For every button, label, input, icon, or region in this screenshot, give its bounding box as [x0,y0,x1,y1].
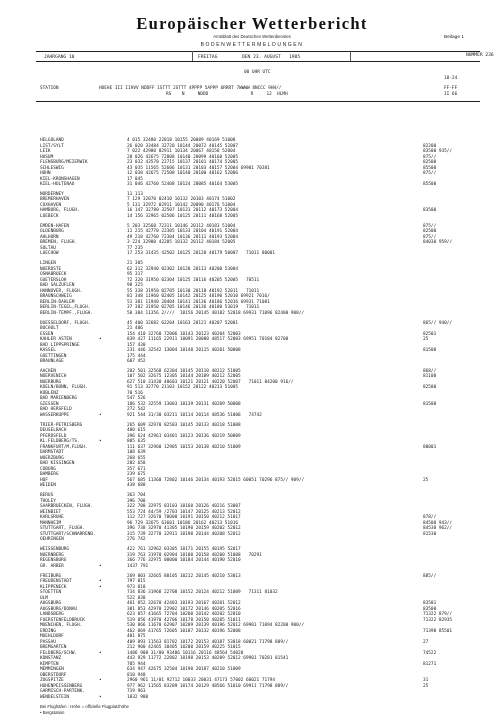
code-groups-header-line2: RS N NDDD R 12 HLMH [166,92,288,97]
code-groups: 1437 791 [127,563,149,569]
code-groups: 530 866 11670 62907 10209 20139 40196 52012 69901 71094 82200 900// [127,623,305,629]
station-name: LINGEN [40,261,56,267]
station-name: HELGOLAND [40,138,64,143]
extra-groups: 875// [423,154,437,160]
station-name: KONSTANZ [40,656,62,662]
code-groups: 319 763 31970 02904 10180 20158 40200 51008 70291 [127,552,262,558]
code-groups: 212 900 42465 30405 10200 20159 40225 51015 [127,645,241,651]
extra-groups: 71398 85501 [423,628,453,634]
station-name: SCHLESWIG [40,165,64,171]
station-name: KARLSRUHE [40,515,64,521]
report-subtitle: Amtsblatt des Deutschen Wetterdienstes [213,34,291,39]
extra-groups: 875// [423,223,437,229]
extra-groups: 85500 [423,165,437,171]
station-name: BAD SALZUFLEN [40,283,75,289]
code-groups: 108 639 [127,450,146,456]
footnote-line-2: • Bergstation [40,709,65,715]
footnote [40,704,129,715]
code-groups: 23 032 43570 22715 10137 20101 40174 52005 [127,160,239,165]
station-name: COBURG [40,466,56,472]
station-name: SOLTAU [40,245,56,251]
beilage-label: Beilage 1 [444,35,465,40]
code-groups: 45 400 32682 62204 10163 20121 40207 52001 [127,320,239,326]
station-name: STUTTGART/SCHNARRENB. [40,531,96,537]
extra-groups: 84030 959// [423,240,453,246]
extra-groups: 875// [423,171,437,176]
extra-groups: 80001 [423,444,437,450]
code-groups: 77 235 [127,245,143,251]
code-groups: 272 542 [127,407,146,413]
station-name: KEMPTEN [40,661,59,667]
right-header-1: 18-24 [444,76,458,81]
station-name: BAMBERG [40,472,59,478]
extra-groups: 82500 [423,229,437,235]
code-groups: 91 513 32770 21103 10152 20122 40213 51005 [127,385,239,391]
station-name: HAMBURG, FLUGH. [40,208,80,214]
date-label: DEN 23. AUGUST 1985 [242,55,301,60]
code-groups: 5 131 32972 02911 10142 20090 40176 51004 [127,202,236,208]
station-name: PASSAU [40,639,56,645]
code-groups: 17 253 31435 42502 10125 20120 40179 50007 71011 80001 [127,251,276,257]
code-groups: 363 704 [127,493,146,499]
station-marker: • [99,694,102,700]
station-name: BERUS [40,493,54,499]
code-groups: 623 857 41665 72704 10200 20142 40202 52010 [127,612,241,618]
extra-groups: 83500 [423,208,437,214]
station-name: BOCHOLT [40,326,59,332]
station-name: DARMSTADT [40,450,64,456]
station-marker: • [99,439,102,445]
extra-groups: 81271 [423,661,437,667]
extra-groups: 71322 82935 [423,617,453,623]
section-heading: BODENWETTERMELDUNGEN [200,42,304,48]
code-groups: 634 947 42675 32504 10190 20187 40210 51009 [127,667,241,673]
station-name: WUERZBURG [40,455,64,461]
code-groups: 17 045 [127,176,143,182]
code-groups: 480 615 [127,428,146,434]
station-name: LEIK [40,149,51,154]
station-name: FREIBURG [40,573,62,579]
extra-groups: 865// 940// [423,320,453,326]
extra-groups: 74522 [423,650,437,656]
station-name: AACHEN [40,368,56,374]
station-name: ERDING [40,628,56,634]
code-groups: 7 129 32070 02410 10132 20103 40174 51002 [127,197,236,203]
code-groups: 95 317 [127,272,143,278]
code-groups: 26 020 33484 32720 10144 20072 40145 52007 [127,143,239,149]
code-groups: 401 875 [127,634,146,640]
code-groups: 112 727 32670 70000 10191 20150 40212 51017 [127,515,241,521]
extra-groups: 25 [423,683,429,689]
right-header-3: II 66 [444,92,458,97]
code-groups: 627 510 31430 40603 10121 20121 40220 52007 71011 84200 916// [127,379,294,385]
station-name: GOETTINGEN [40,353,67,359]
extra-groups: 82200 [423,143,437,149]
code-groups: 21 406 [127,326,143,332]
code-groups: 4 015 32480 22818 10155 20089 40169 51008 [127,138,236,143]
station-name: AHLHORN [40,234,59,240]
station-name: NUERNBERG [40,552,64,558]
code-groups: 28 026 42675 72808 10140 20099 40160 52005 [127,154,239,160]
station-name: ESSEN [40,331,54,337]
code-groups: 72 320 31950 02304 10125 20116 40205 52005 70511 [127,277,260,283]
code-groups: 154 410 32760 72006 10143 20123 40204 52003 [127,331,241,337]
station-name: KOBLENZ [40,390,59,396]
extra-groups: 25 [423,337,429,343]
station-name: BERLIN-TEMPF.,FLUGH. [40,310,93,316]
code-groups: 43 035 11565 52606 10131 20103 40157 52004 69901 70381 [127,165,270,171]
extra-groups: 84500 943// [423,520,453,526]
dateline-divider [350,51,351,61]
station-name: LANDSBERG [40,612,64,618]
code-groups: 396 708 [127,498,146,504]
station-name: BAD KISSINGEN [40,461,75,467]
code-groups: 315 739 32770 32911 10190 20144 40208 52012 [127,531,241,537]
station-name: WEINBIET [40,509,62,515]
code-groups: 49 218 42760 72304 10136 20111 40193 52004 [127,234,239,240]
station-name: CUXHAVEN [40,202,62,208]
station-name: EMDEN-HAFEN [40,223,70,229]
station-name: NOERDSTE [40,266,62,272]
right-header-2: FF-FF [444,86,458,91]
station-name: NUERBURG [40,379,62,385]
code-groups: 276 742 [127,537,146,543]
code-groups: 11 113 [127,191,143,197]
extra-groups: 81500 [423,348,437,354]
station-marker: • [99,579,102,585]
station-name: BERLIN-TEGEL,FLUGH. [40,305,91,311]
code-groups: 396 624 42961 03401 10123 20136 40219 50009 [127,433,241,439]
code-groups: 31 046 42760 52408 10124 20085 40164 53005 [127,182,239,187]
code-groups: 2960 961 11/01 92712 10033 20031 47173 57002 60021 71794 [127,678,276,684]
extra-groups: 83500 935// [423,149,453,154]
extra-groups: 875// [423,234,437,240]
station-marker: • [99,584,102,590]
station-name: THOLEY [40,498,56,504]
extra-groups: 878// [423,515,437,521]
report-title: Europäischer Wetterbericht [136,14,368,33]
station-marker: • [99,563,102,569]
code-groups: 98 325 [127,283,143,289]
top-rule [36,51,480,52]
station-name: KLIPPENECK [40,584,67,590]
issue-number: NUMMER 236 [466,53,494,58]
code-groups: 11 215 42770 22305 10133 20104 40191 52004 [127,229,239,235]
code-groups: 186 532 32559 13003 10139 20131 40209 50008 [127,401,241,407]
station-name: MUENCHEN, FLUGH. [40,623,83,629]
code-groups: 50 384 11356 2//// 10156 20145 40182 52018 69931 71096 82400 908// [127,310,305,316]
station-name: STOETTEN [40,590,62,596]
code-groups: 839 427 11165 22911 10091 20080 48517 52003 69951 70184 82700 [127,337,289,343]
station-name: NORDERNEY [40,191,64,197]
code-groups: 567 685 11360 72802 10146 20134 40193 52015 60051 70296 875// 909// [127,477,305,483]
station-name: STUTTGART, FLUGH. [40,526,85,532]
station-name: AUGSBURG/DONAU [40,606,78,612]
code-groups: 14 156 32965 02506 10125 20111 40168 52005 [127,213,239,219]
code-groups: 268 655 [127,455,146,461]
code-groups: 81 348 11960 02405 10142 20125 40190 52010 69921 7016/ [127,294,270,300]
code-groups: 553 724 44/59 /2703 10147 20125 40213 52012 [127,509,241,515]
code-groups: 7 022 42980 02911 10134 20067 40158 52004 [127,149,236,154]
code-groups: 231 446 32542 13004 10148 20115 40201 50008 [127,348,241,354]
station-name: FELDBERG/SCHW. [40,650,78,656]
station-name: TRIER-PETRISBERG [40,422,83,428]
code-groups: 973 818 [127,584,146,590]
station-name: DEUSELBACH [40,428,67,434]
station-name: GR. ARBER [40,563,64,569]
station-name: MEMMINGEN [40,667,64,673]
station-column-header: STATION [40,86,59,91]
extra-groups: 885// [423,573,437,579]
code-groups: 322 708 32975 03103 10160 20126 40216 53007 [127,504,241,510]
code-groups-header-line1: HOEHE III IIHVV NDDFF 1STTT 2STTT 4PPPP 5APPP 6RRRT 7WWWW 8NCCC 9HH// [99,86,282,91]
station-name: GARMISCH-PARTENK. [40,689,85,695]
code-groups: 21 305 [127,261,143,267]
station-name: BREMGARTEN [40,645,67,651]
station-name: PFERDSFELD [40,433,67,439]
code-groups: 810 948 [127,672,146,678]
code-groups: 107 502 32675 12305 10144 20109 40212 52005 [127,374,241,380]
extra-groups: 31 [423,678,429,684]
code-groups: 547 526 [127,396,146,402]
station-name: WASSERKUPPE [40,412,70,418]
code-groups: 366 776 32975 00000 10184 20144 40190 52010 [127,558,241,564]
extra-groups: 85500 [423,182,437,187]
station-name: KOELN/BONN, FLUGH. [40,385,88,391]
code-groups: 396 738 32970 41305 10190 20159 40202 52012 [127,526,241,532]
code-groups: 55 338 31950 02705 10130 20118 40192 52011 71011 [127,288,260,294]
extra-groups: 25 [423,477,429,483]
code-groups: 111 637 32960 12905 10153 20138 40210 51009 [127,444,241,450]
station-name: BERLIN-DAHLEM [40,299,75,305]
jahrgang-label: JAHRGANG 10 [44,55,75,60]
code-groups: 1486 908 31/00 93406 10116 20116 48564 54020 [127,650,244,656]
extra-groups: 83500 [423,606,437,612]
code-groups: 265 609 32970 02503 10145 20133 40218 51008 [127,422,241,428]
extra-groups: 82500 [423,385,437,391]
code-groups: 157 430 [127,342,146,348]
extra-groups: 83501 [423,601,437,607]
code-groups: 409 893 11563 81702 10172 20153 40187 53018 60021 71798 889// [127,639,289,645]
code-groups: 175 444 [127,353,146,359]
code-groups: 607 452 [127,359,146,365]
station-name: ULM [40,595,48,601]
extra-groups: 82500 [423,160,437,165]
station-name: MANNHEIM [40,520,62,526]
extra-groups: 868// [423,368,437,374]
code-groups: 1832 980 [127,694,149,700]
extra-groups: 82501 [423,331,437,337]
code-groups: 96 729 32675 63601 10186 20162 40213 51016 [127,520,239,526]
station-name: SAARBRUECKEN, FLUGH. [40,504,93,510]
station-name: BREMERHAVEN [40,197,70,203]
code-groups: 797 815 [127,579,146,585]
code-groups: 269 803 32665 80105 10212 20145 40210 53013 [127,573,241,579]
code-groups: 282 658 [127,461,146,467]
code-groups: 5 203 32560 72311 10146 20112 40183 51004 [127,223,236,229]
station-marker: • [99,337,102,343]
code-groups: 70 516 [127,390,143,396]
footnote-line-1: Bei Flughäfen : Höhe = offizielle Flugplatzhöhe [40,704,129,709]
station-name: HANNOVER, FLUGH. [40,288,83,294]
code-groups: 719 963 [127,689,146,695]
station-name: BRAUNSCHWEIG [40,294,72,300]
extra-groups: 84530 962// [423,526,453,532]
extra-groups: 81530 [423,531,437,537]
code-groups: 62 312 32940 02302 10120 20113 40200 53004 [127,266,239,272]
code-groups: 462 869 41765 72605 10187 20132 40196 52008 [127,628,241,634]
station-name: LUECHOW [40,251,59,257]
code-groups: 705 944 [127,661,146,667]
station-marker: • [99,412,102,418]
station-name: FLENSBURG/MEIERWIK [40,160,88,165]
extra-groups: 71322 879// [423,612,453,618]
station-name: GIESSEN [40,401,59,407]
station-name: KL.FELDBERG/TS. [40,439,80,445]
station-marker: • [99,650,102,656]
code-groups: 734 836 31968 22708 10152 20124 40212 51009 71311 81032 [127,590,278,596]
code-groups: 438 688 [127,483,146,489]
code-groups: 37 382 31950 02705 10146 20136 40180 53019 71011 [127,305,260,311]
station-name: WEIDEN [40,483,56,489]
code-groups: 51 381 11940 20404 10141 20136 40186 52016 69931 71081 [127,299,270,305]
code-groups: 12 038 42675 72508 10140 20100 40162 52006 [127,171,239,176]
station-name: OBERSTDORF [40,672,67,678]
extra-groups: 81500 [423,401,437,407]
code-groups: 202 501 32568 62304 10145 20110 40212 51005 [127,368,241,374]
station-name: ZUGSPITZE [40,678,64,684]
code-groups: 443 929 11772 22802 10198 20153 40209 52012 69901 70281 81541 [127,656,289,662]
station-name: LUEBECK [40,213,59,219]
station-name: DUESSELDORF, FLUGH. [40,320,91,326]
obs-time: 00 UHR UTC [244,70,271,75]
station-name: BRAUNLAGE [40,359,64,365]
extra-groups: 27 [423,639,429,645]
station-name: WEISSENBURG [40,547,70,553]
station-name: OEHRINGEN [40,537,64,543]
station-name: HOF [40,477,48,483]
station-name: LIST/SYLT [40,143,64,149]
code-groups: 461 852 32670 42403 10193 20167 40201 52012 [127,601,241,607]
station-name: KAHLER ASTEN [40,337,72,343]
station-name: REGENSBURG [40,558,67,564]
station-name: HOHN [40,171,51,176]
code-groups: 977 962 11565 83209 10174 20129 48566 51010 69911 71798 889// [127,683,289,689]
station-name: OSNABRUECK [40,272,67,278]
dateline-divider [192,51,193,61]
code-groups: 522 838 [127,595,146,601]
station-name: AUGSBURG [40,601,62,607]
code-groups: 422 761 32962 03305 10171 20155 40195 52017 [127,547,241,553]
station-name: WENDELSTEIN [40,694,70,700]
station-name: BAD LIPPSPRINGE [40,342,80,348]
station-name: BAD MARIENBERG [40,396,78,402]
code-groups: 519 856 41970 42706 10178 20150 40205 51011 [127,617,241,623]
code-groups: 3 224 32980 42205 10132 20112 40184 52005 [127,240,236,246]
station-name: KIEL-KRONSHAGEN [40,176,80,182]
code-groups: 239 675 [127,472,146,478]
station-name: HOHENPEISSENBERG [40,683,83,689]
station-name: GUETERSLOH [40,277,67,283]
code-groups: 16 147 32780 32507 10131 20112 40173 52004 [127,208,239,214]
station-name: FRANKFURT/M,FLUGH. [40,444,88,450]
station-name: HUSUM [40,154,54,160]
station-name: BREMEN, FLUGH. [40,240,78,246]
code-groups: 805 635 [127,439,146,445]
station-name: OLDENBURG [40,229,64,235]
station-name: KASSEL [40,348,56,354]
station-name: FREUDENSTADT [40,579,72,585]
code-groups: 357 671 [127,466,146,472]
station-name: KIEL-HOLTENAU [40,182,75,187]
weekday-label: FREITAG [198,55,218,60]
code-groups: 921 544 31/30 03211 10114 20114 48536 51008 74742 [127,412,262,418]
extra-groups: 81100 [423,374,437,380]
station-name: MUEHLDORF [40,634,64,640]
station-marker: • [99,678,102,684]
station-name: FUERSTENFELDBRUCK [40,617,85,623]
header-rule [36,101,480,102]
station-name: BAD HERSFELD [40,407,72,413]
code-groups: 381 853 42970 22902 10172 20146 40205 52016 [127,606,241,612]
dateline-rule [36,61,480,62]
station-name: NOERVENICH [40,374,67,380]
